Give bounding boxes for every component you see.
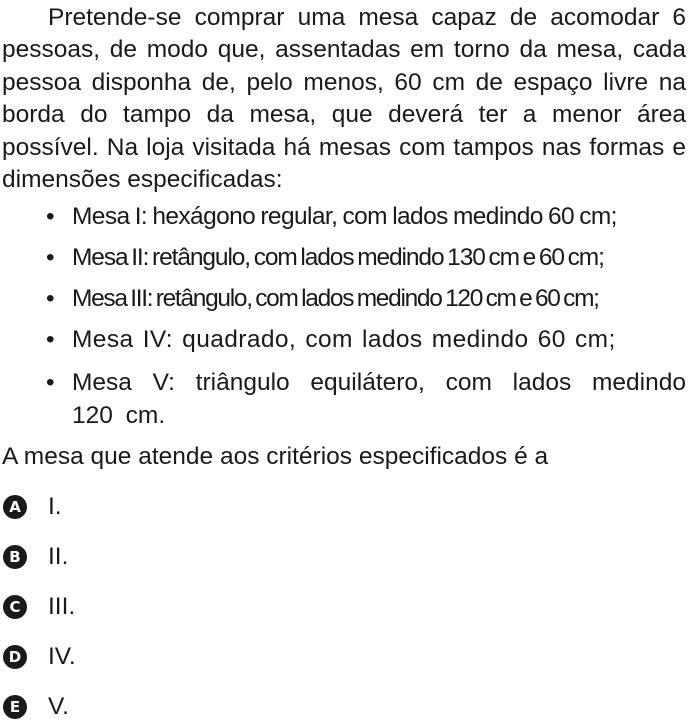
option-text: IV. [48, 643, 76, 670]
bullet-icon: • [46, 244, 55, 271]
list-item-mesa-v [46, 366, 686, 432]
bullet-icon: • [46, 285, 55, 312]
list-item-mesa-ii [46, 241, 686, 274]
option-letter-b-icon: B [3, 545, 27, 569]
answer-option-a[interactable] [3, 490, 62, 524]
answer-option-b[interactable] [3, 540, 68, 574]
option-letter-c-icon: C [3, 595, 27, 619]
question-statement: Pretende-se comprar uma mesa capaz de acomodar 6 pessoas, de modo que, assentadas em torno da mesa, cada pessoa disponha de, pelo menos, 60 cm de espaço livre na borda do tampo da mesa, que deverá ter a menor área possível. Na loja visitada há mesas com tampos nas formas e dimensões especificadas: [2, 4, 686, 194]
list-item-text: Mesa IV: quadrado, com lados medindo 60 cm; [72, 326, 616, 353]
list-item-text: Mesa V: triângulo equilátero, com lados medindo 120 cm. [72, 369, 686, 429]
option-letter-d-icon: D [3, 645, 27, 669]
option-text: V. [48, 693, 69, 720]
list-item-mesa-iv [46, 323, 686, 356]
list-item-text: Mesa II: retângulo, com lados medindo 130 cm e 60 cm; [72, 244, 604, 271]
answer-option-e[interactable] [3, 690, 69, 724]
answer-option-c[interactable] [3, 590, 75, 624]
bullet-icon: • [46, 203, 55, 230]
bullet-icon: • [46, 326, 55, 353]
option-text: III. [48, 593, 76, 620]
bullet-icon: • [46, 369, 55, 396]
question-prompt: A mesa que atende aos critérios especificados é a [2, 443, 549, 470]
list-item-mesa-iii [46, 282, 686, 315]
option-letter-a-icon: A [3, 495, 27, 519]
option-letter-e-icon: E [3, 695, 27, 719]
answer-option-d[interactable] [3, 640, 76, 674]
list-item-mesa-i [46, 200, 686, 233]
option-text: I. [48, 493, 62, 520]
list-item-text: Mesa I: hexágono regular, com lados medindo 60 cm; [72, 203, 617, 230]
option-text: II. [48, 543, 69, 570]
list-item-text: Mesa III: retângulo, com lados medindo 120 cm e 60 cm; [72, 285, 599, 312]
